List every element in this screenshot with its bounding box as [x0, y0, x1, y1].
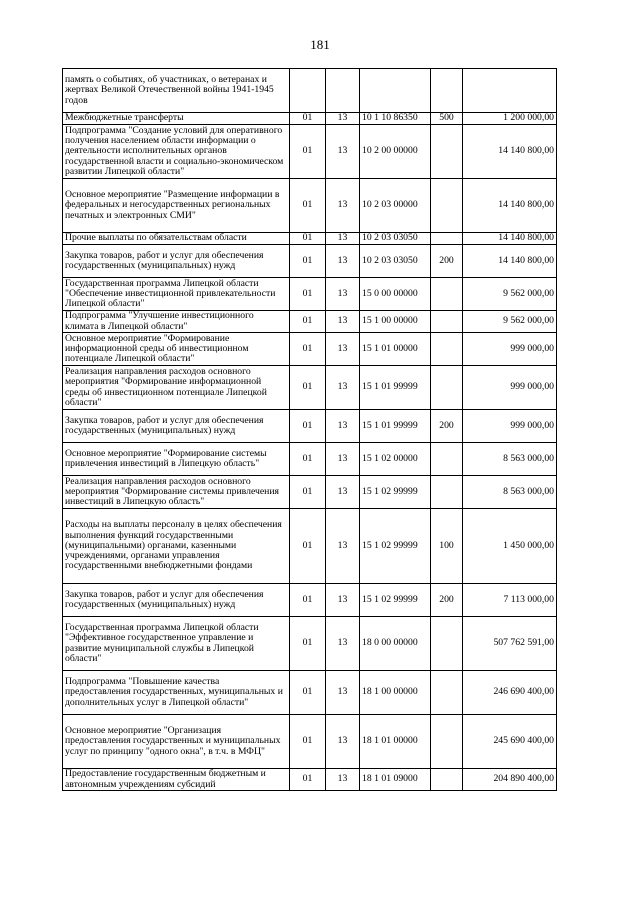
row-pr-cell: 13: [326, 715, 360, 769]
row-gr-cell: 01: [290, 125, 326, 179]
row-vr-cell: [431, 179, 463, 233]
row-csr-cell: 18 1 00 00000: [360, 671, 431, 715]
row-name-cell: Закупка товаров, работ и услуг для обеспечения государственных (муниципальных) нужд: [63, 245, 290, 278]
row-name-cell: Межбюджетные трансферты: [63, 113, 290, 125]
row-pr-cell: 13: [326, 476, 360, 509]
row-vr-cell: 200: [431, 584, 463, 617]
row-gr-cell: 01: [290, 113, 326, 125]
row-gr-cell: 01: [290, 410, 326, 443]
table-row: [63, 179, 557, 233]
row-sum-cell: 999 000,00: [463, 333, 557, 366]
row-sum-cell: 246 690 400,00: [463, 671, 557, 715]
row-gr-cell: 01: [290, 311, 326, 333]
row-csr-cell: [360, 69, 431, 113]
table-row: [63, 410, 557, 443]
budget-table-body: [63, 69, 557, 791]
row-pr-cell: 13: [326, 584, 360, 617]
row-sum-cell: 1 200 000,00: [463, 113, 557, 125]
row-name-cell: Государственная программа Липецкой области "Эффективное государственное управление и развитие муниципальной службы в Липецкой области": [63, 617, 290, 671]
table-row: [63, 584, 557, 617]
row-sum-cell: 9 562 000,00: [463, 311, 557, 333]
row-csr-cell: 15 1 02 99999: [360, 584, 431, 617]
row-sum-cell: 14 140 800,00: [463, 245, 557, 278]
row-csr-cell: 15 1 00 00000: [360, 311, 431, 333]
row-csr-cell: 18 0 00 00000: [360, 617, 431, 671]
row-gr-cell: 01: [290, 617, 326, 671]
row-sum-cell: 7 113 000,00: [463, 584, 557, 617]
row-gr-cell: 01: [290, 333, 326, 366]
row-csr-cell: 10 2 03 03050: [360, 245, 431, 278]
row-sum-cell: 8 563 000,00: [463, 443, 557, 476]
row-gr-cell: 01: [290, 476, 326, 509]
table-row: [63, 769, 557, 791]
row-csr-cell: 15 1 01 99999: [360, 366, 431, 410]
row-pr-cell: 13: [326, 179, 360, 233]
row-vr-cell: [431, 476, 463, 509]
row-sum-cell: [463, 69, 557, 113]
row-sum-cell: 14 140 800,00: [463, 125, 557, 179]
row-gr-cell: 01: [290, 278, 326, 311]
row-csr-cell: 15 0 00 00000: [360, 278, 431, 311]
table-row: [63, 278, 557, 311]
row-vr-cell: [431, 125, 463, 179]
table-row: [63, 671, 557, 715]
row-gr-cell: 01: [290, 671, 326, 715]
row-vr-cell: [431, 311, 463, 333]
row-pr-cell: 13: [326, 245, 360, 278]
row-sum-cell: 245 690 400,00: [463, 715, 557, 769]
row-name-cell: Основное мероприятие "Формирование системы привлечения инвестиций в Липецкую область": [63, 443, 290, 476]
row-csr-cell: 10 1 10 86350: [360, 113, 431, 125]
row-csr-cell: 18 1 01 09000: [360, 769, 431, 791]
row-csr-cell: 15 1 01 99999: [360, 410, 431, 443]
row-pr-cell: [326, 69, 360, 113]
table-row: [63, 113, 557, 125]
row-pr-cell: 13: [326, 366, 360, 410]
row-vr-cell: 100: [431, 509, 463, 584]
row-gr-cell: [290, 69, 326, 113]
row-name-cell: Подпрограмма "Создание условий для оперативного получения населением области информации о деятельности исполнительных органов государственной власти и социально-экономическом развитии Липецкой области": [63, 125, 290, 179]
row-pr-cell: 13: [326, 113, 360, 125]
row-vr-cell: [431, 333, 463, 366]
row-gr-cell: 01: [290, 366, 326, 410]
table-row: [63, 443, 557, 476]
row-sum-cell: 8 563 000,00: [463, 476, 557, 509]
row-name-cell: Основное мероприятие "Организация предоставления государственных и муниципальных услуг по принципу "одного окна", в т.ч. в МФЦ": [63, 715, 290, 769]
row-sum-cell: 14 140 800,00: [463, 233, 557, 245]
row-csr-cell: 18 1 01 00000: [360, 715, 431, 769]
row-gr-cell: 01: [290, 769, 326, 791]
row-name-cell: Основное мероприятие "Формирование информационной среды об инвестиционном потенциале Липецкой области": [63, 333, 290, 366]
row-sum-cell: 507 762 591,00: [463, 617, 557, 671]
row-vr-cell: [431, 278, 463, 311]
table-row: [63, 125, 557, 179]
row-name-cell: Реализация направления расходов основного мероприятия "Формирование информационной среды об инвестиционном потенциале Липецкой области": [63, 366, 290, 410]
row-vr-cell: 200: [431, 245, 463, 278]
row-pr-cell: 13: [326, 509, 360, 584]
row-pr-cell: 13: [326, 233, 360, 245]
row-name-cell: Закупка товаров, работ и услуг для обеспечения государственных (муниципальных) нужд: [63, 410, 290, 443]
row-pr-cell: 13: [326, 125, 360, 179]
row-pr-cell: 13: [326, 311, 360, 333]
row-name-cell: Основное мероприятие "Размещение информации в федеральных и негосударственных региональных печатных и электронных СМИ": [63, 179, 290, 233]
table-row: [63, 333, 557, 366]
row-vr-cell: 200: [431, 410, 463, 443]
row-pr-cell: 13: [326, 333, 360, 366]
table-row: [63, 617, 557, 671]
row-pr-cell: 13: [326, 617, 360, 671]
row-pr-cell: 13: [326, 671, 360, 715]
row-name-cell: память о событиях, об участниках, о ветеранах и жертвах Великой Отечественной войны 1941-1945 годов: [63, 69, 290, 113]
row-sum-cell: 999 000,00: [463, 410, 557, 443]
row-sum-cell: 204 890 400,00: [463, 769, 557, 791]
row-name-cell: Реализация направления расходов основного мероприятия "Формирование системы привлечения инвестиций в Липецкую область": [63, 476, 290, 509]
row-gr-cell: 01: [290, 443, 326, 476]
row-gr-cell: 01: [290, 509, 326, 584]
table-row: [63, 366, 557, 410]
table-row: [63, 245, 557, 278]
row-csr-cell: 10 2 03 00000: [360, 179, 431, 233]
row-csr-cell: 10 2 03 03050: [360, 233, 431, 245]
row-csr-cell: 15 1 02 99999: [360, 476, 431, 509]
row-sum-cell: 9 562 000,00: [463, 278, 557, 311]
row-name-cell: Подпрограмма "Улучшение инвестиционного климата в Липецкой области": [63, 311, 290, 333]
row-vr-cell: [431, 233, 463, 245]
table-row: [63, 509, 557, 584]
row-name-cell: Прочие выплаты по обязательствам области: [63, 233, 290, 245]
row-vr-cell: [431, 443, 463, 476]
row-name-cell: Подпрограмма "Повышение качества предоставления государственных, муниципальных и дополнительных услуг в Липецкой области": [63, 671, 290, 715]
row-gr-cell: 01: [290, 245, 326, 278]
row-vr-cell: [431, 715, 463, 769]
row-csr-cell: 10 2 00 00000: [360, 125, 431, 179]
row-vr-cell: [431, 671, 463, 715]
row-name-cell: Закупка товаров, работ и услуг для обеспечения государственных (муниципальных) нужд: [63, 584, 290, 617]
page-number: 181: [310, 37, 330, 52]
table-row: [63, 69, 557, 113]
row-vr-cell: [431, 769, 463, 791]
row-gr-cell: 01: [290, 233, 326, 245]
row-vr-cell: [431, 617, 463, 671]
row-sum-cell: 14 140 800,00: [463, 179, 557, 233]
row-vr-cell: [431, 69, 463, 113]
row-csr-cell: 15 1 01 00000: [360, 333, 431, 366]
row-gr-cell: 01: [290, 179, 326, 233]
table-row: [63, 715, 557, 769]
row-name-cell: Расходы на выплаты персоналу в целях обеспечения выполнения функций государственными (муниципальными) органами, казенными учреждениями, органами управления государственными внебюджетными фондами: [63, 509, 290, 584]
row-pr-cell: 13: [326, 410, 360, 443]
row-pr-cell: 13: [326, 769, 360, 791]
table-row: [63, 311, 557, 333]
row-pr-cell: 13: [326, 443, 360, 476]
row-gr-cell: 01: [290, 584, 326, 617]
row-name-cell: Государственная программа Липецкой области "Обеспечение инвестиционной привлекательности Липецкой области": [63, 278, 290, 311]
row-gr-cell: 01: [290, 715, 326, 769]
row-pr-cell: 13: [326, 278, 360, 311]
table-row: [63, 233, 557, 245]
row-vr-cell: 500: [431, 113, 463, 125]
row-csr-cell: 15 1 02 99999: [360, 509, 431, 584]
table-row: [63, 476, 557, 509]
budget-table: [62, 68, 557, 791]
row-sum-cell: 999 000,00: [463, 366, 557, 410]
row-csr-cell: 15 1 02 00000: [360, 443, 431, 476]
row-name-cell: Предоставление государственным бюджетным и автономным учреждениям субсидий: [63, 769, 290, 791]
row-sum-cell: 1 450 000,00: [463, 509, 557, 584]
row-vr-cell: [431, 366, 463, 410]
